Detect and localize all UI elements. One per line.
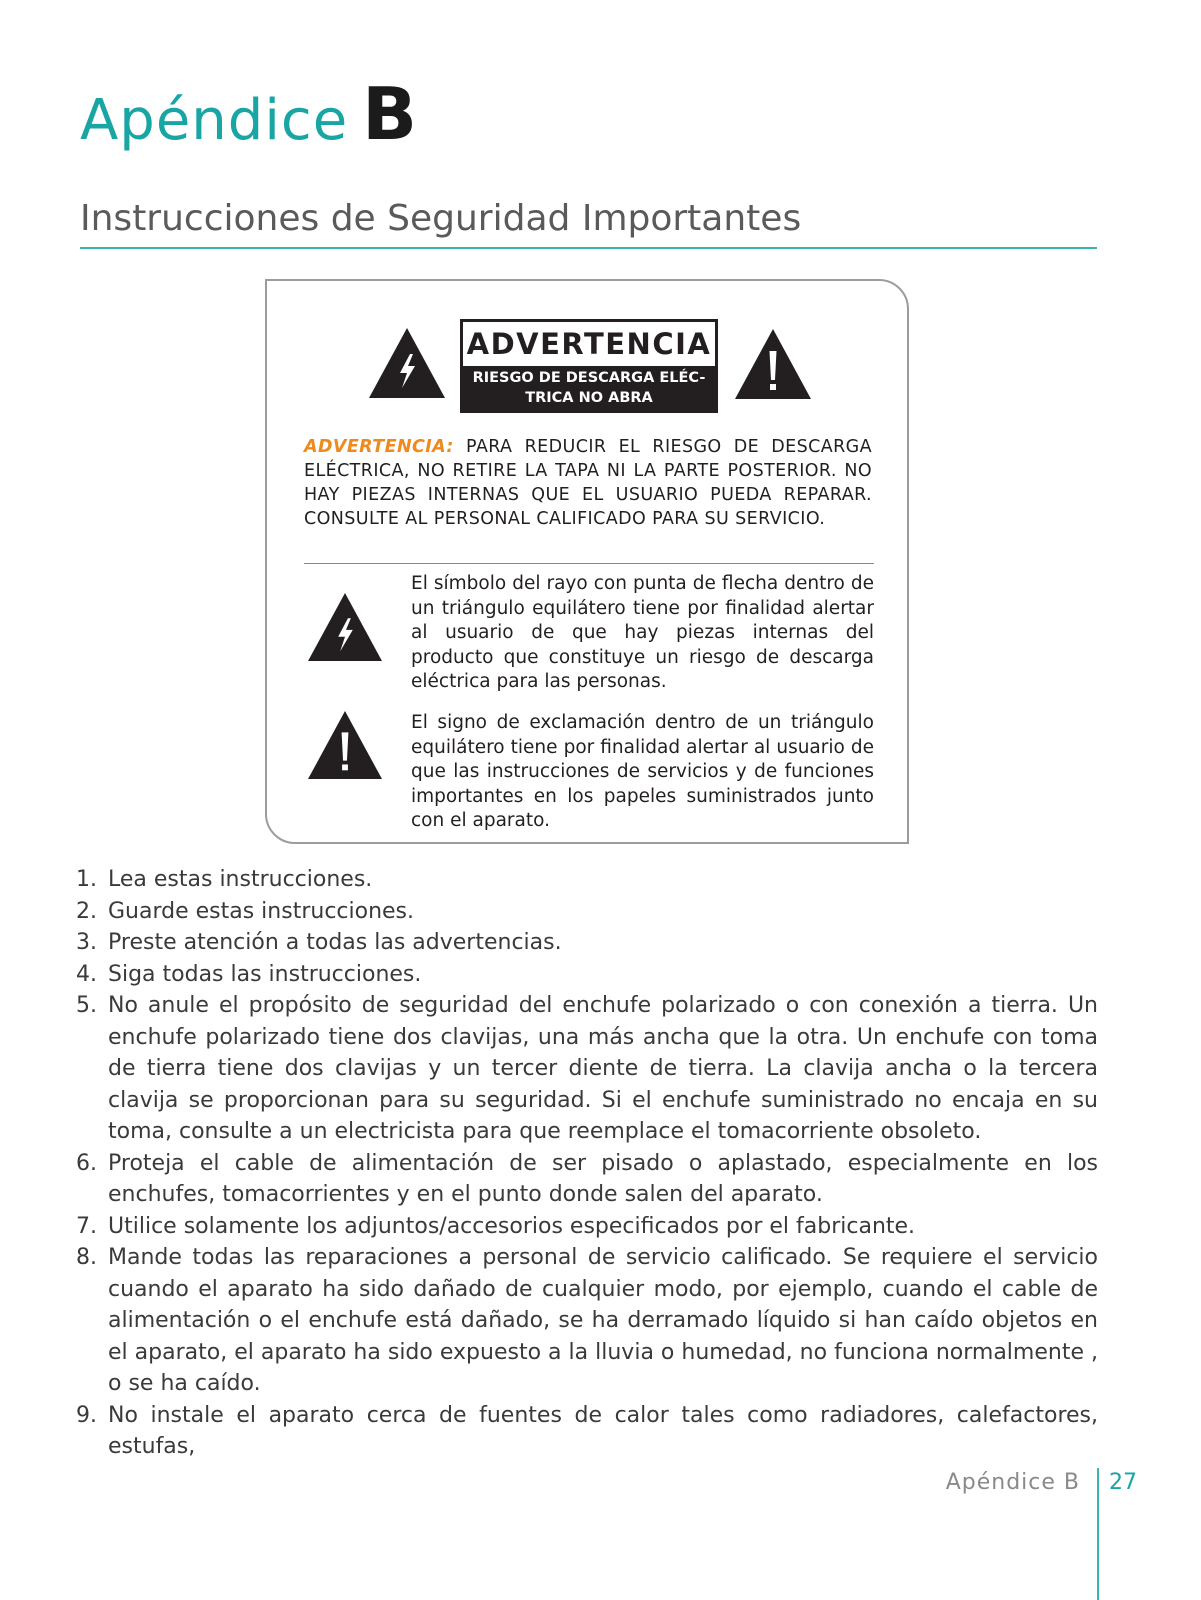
divider [304,563,874,564]
list-item [76,1242,1098,1400]
chapter-letter: B [362,72,418,156]
footer-section-label: Apéndice B [945,1470,1080,1495]
item-number: 9. [76,1402,97,1428]
item-text: No anule el propósito de seguridad del enchufe polarizado o con conexión a tierra. Un enchufe polarizado tiene dos clavijas, una más ancha que la otra. Un enchufe con toma de tierra tiene dos clavijas y un tercer diente de tierra. La clavija ancha o la tercera clavija se proporcionan para su seguridad. Si el enchufe suministrado no encaja en su toma, consulte a un electricista para que reemplace el tomacorriente obsoleto. [108,993,1098,1144]
list-item [76,1148,1098,1211]
chapter-word: Apéndice [80,88,349,153]
list-item [76,927,1098,959]
section-title: Instrucciones de Seguridad Importantes [80,198,1097,249]
warning-box [265,279,909,844]
item-number: 5. [76,993,97,1018]
item-number: 4. [76,961,97,987]
item-text: Guarde estas instrucciones. [108,898,415,924]
safety-instructions-list [76,864,1098,1463]
item-number: 8. [76,1245,97,1270]
list-item [76,1400,1098,1463]
item-text: Lea estas instrucciones. [108,867,373,892]
item-text: Proteja el cable de alimentación de ser pisado o aplastado, especialmente en los enchufes, tomacorrientes y en el punto donde salen del aparato. [108,1150,1098,1207]
list-item [76,959,1098,991]
list-item [76,864,1098,896]
badge-subtitle [460,368,718,408]
exclamation-symbol-description: El signo de exclamación dentro de un triángulo equilátero tiene por finalidad alertar al usuario de que las instrucciones de servicios y de funciones importantes en los papeles suministrados junto con el aparato. [411,712,874,831]
chapter-title [80,72,418,156]
item-number: 6. [76,1150,97,1176]
item-text: Mande todas las reparaciones a personal de servicio calificado. Se requiere el servicio cuando el aparato ha sido dañado de cualquier modo, por ejemplo, cuando el cable de alimentación o el enchufe está dañado, se ha derramado líquido si han caído objetos en el aparato, el aparato ha sido expuesto a la lluvia o humedad, no funciona normalmente , o se ha caído. [108,1245,1098,1396]
advertencia-badge [460,319,718,413]
list-item [76,1211,1098,1243]
item-number: 1. [76,867,97,892]
lightning-symbol-description: El símbolo del rayo con punta de flecha dentro de un triángulo equilátero tiene por finalidad alertar al usuario de que hay piezas internas del producto que constituye un riesgo de descarga eléctrica para las personas. [411,573,874,692]
lightning-warning-icon [367,326,447,400]
caution-label: ADVERTENCIA: [304,437,454,457]
item-number: 2. [76,898,97,924]
badge-title: ADVERTENCIA [463,322,715,366]
caution-paragraph [304,435,872,531]
item-text: Utilice solamente los adjuntos/accesorios especificados por el fabricante. [108,1213,916,1239]
item-number: 3. [76,930,97,955]
list-item [76,990,1098,1148]
lightning-symbol-icon [305,591,385,663]
footer-divider [1097,1468,1099,1600]
item-text: No instale el aparato cerca de fuentes de calor tales como radiadores, calefactores, estufas, [108,1402,1098,1459]
badge-subtitle-line: TRICA NO ABRA [525,390,653,406]
exclamation-warning-icon [733,327,813,401]
exclamation-symbol-icon [305,709,385,781]
item-text: Preste atención a todas las advertencias. [108,930,562,955]
item-text: Siga todas las instrucciones. [108,961,422,987]
badge-subtitle-line: RIESGO DE DESCARGA ELÉC- [472,370,706,386]
page-number: 27 [1109,1470,1137,1495]
list-item [76,896,1098,928]
item-number: 7. [76,1213,97,1239]
caution-text: PARA REDUCIR EL RIESGO DE DESCARGA ELÉCTRICA, NO RETIRE LA TAPA NI LA PARTE POSTERIOR. NO HAY PIEZAS INTERNAS QUE EL USUARIO PUEDA REPARAR. CONSULTE AL PERSONAL CALIFICADO PARA SU SERVICIO. [304,437,872,529]
